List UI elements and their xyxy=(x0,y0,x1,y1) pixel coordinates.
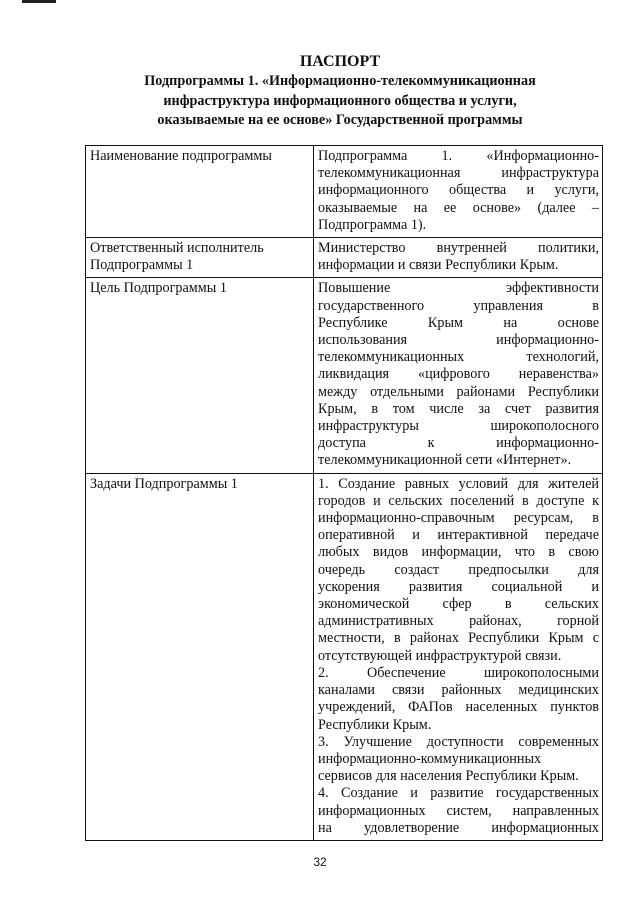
subtitle-line: оказываемые на ее основе» Государственной программы xyxy=(157,112,523,128)
subtitle-line: Подпрограммы 1. «Информационно-телекоммуникационная xyxy=(144,73,536,89)
row-value-line: Республике Крым на основе xyxy=(318,314,599,331)
row-label-line: Наименование подпрограммы xyxy=(90,148,272,164)
subtitle-line: инфраструктура информационного общества и услуги, xyxy=(163,92,517,109)
row-value-line: информационного общества и услуги, xyxy=(318,182,599,199)
table-row xyxy=(86,473,603,840)
row-value-line: городов и сельских поселений в доступе к xyxy=(318,492,599,509)
row-value-line: 1. Создание равных условий для жителей xyxy=(318,475,599,492)
row-value-line: информации и связи Республики Крым. xyxy=(318,257,559,274)
row-value-line: оказываемые на ее основе» (далее – xyxy=(318,199,599,216)
table-row xyxy=(86,146,603,238)
table-row xyxy=(86,238,603,278)
passport-header xyxy=(80,52,600,131)
row-value-cell xyxy=(314,146,603,238)
row-value-line: на удовлетворение информационных xyxy=(318,819,599,836)
row-value-cell xyxy=(314,238,603,278)
document-title: ПАСПОРТ xyxy=(299,53,381,70)
page-number: 32 xyxy=(313,855,327,869)
row-value-line: Крым, в том числе за счет развития xyxy=(318,400,599,417)
row-value-line: 3. Улучшение доступности современных xyxy=(318,733,599,750)
row-value-line: Министерство внутренней политики, xyxy=(318,240,599,257)
row-value-line: государственного управления в xyxy=(318,297,599,314)
row-value-line: учреждений, ФАПов населенных пунктов xyxy=(318,699,599,716)
scan-artifact xyxy=(22,0,56,3)
row-value-line: экономической сфер в сельских xyxy=(318,596,599,613)
row-label-cell xyxy=(86,238,314,278)
row-label-line: Задачи Подпрограммы 1 xyxy=(90,475,238,492)
row-label-line: Ответственный исполнитель xyxy=(90,240,264,257)
row-value-line: информационно-справочным ресурсам, в xyxy=(318,510,599,527)
passport-table xyxy=(85,145,603,841)
row-value-line: Подпрограмма 1. «Информационно- xyxy=(318,148,599,164)
row-value-line: любых видов информации, что в свою xyxy=(318,544,599,561)
row-value-line: телекоммуникационных технологий, xyxy=(318,349,599,366)
row-value-line: Республики Крым. xyxy=(318,716,432,733)
table-row xyxy=(86,278,603,473)
row-value-line: очередь создаст предпосылки для xyxy=(318,561,599,578)
row-value-line: Подпрограмма 1). xyxy=(318,216,427,233)
row-label-cell xyxy=(86,278,314,473)
row-label-line: Подпрограммы 1 xyxy=(90,257,194,274)
passport-table-body xyxy=(86,146,603,841)
row-label-cell xyxy=(86,146,314,238)
row-value-line: телекоммуникационная инфраструктура xyxy=(318,165,599,182)
row-value-line: Повышение эффективности xyxy=(318,280,599,297)
row-value-line: 4. Создание и развитие государственных xyxy=(318,785,599,802)
row-value-line: информационных систем, направленных xyxy=(318,802,599,819)
row-label-line: Цель Подпрограммы 1 xyxy=(90,280,227,297)
row-value-line: местности, в районах Республики Крым с xyxy=(318,630,599,647)
row-value-line: административных районах, горной xyxy=(318,613,599,630)
row-value-line: использования информационно- xyxy=(318,332,599,349)
row-value-line: 2. Обеспечение широкополосными xyxy=(318,664,599,681)
row-value-cell xyxy=(314,278,603,473)
row-value-line: сервисов для населения Республики Крым. xyxy=(318,768,579,785)
row-label-cell xyxy=(86,473,314,840)
row-value-line: между отдельными районами Республики xyxy=(318,383,599,400)
row-value-line: информационно-коммуникационных xyxy=(318,750,542,767)
row-value-line: инфраструктуры широкополосного xyxy=(318,418,599,435)
row-value-line: оперативной и интерактивной передаче xyxy=(318,527,599,544)
row-value-line: каналами связи районных медицинских xyxy=(318,682,599,699)
row-value-line: телекоммуникационной сети «Интернет». xyxy=(318,452,572,469)
document-subtitle xyxy=(80,72,600,131)
row-value-cell xyxy=(314,473,603,840)
row-value-line: ликвидация «цифрового неравенства» xyxy=(318,366,599,383)
row-value-line: доступа к информационно- xyxy=(318,435,599,452)
row-value-line: ускорения развития социальной и xyxy=(318,578,599,595)
row-value-line: отсутствующей инфраструктурой связи. xyxy=(318,647,562,664)
